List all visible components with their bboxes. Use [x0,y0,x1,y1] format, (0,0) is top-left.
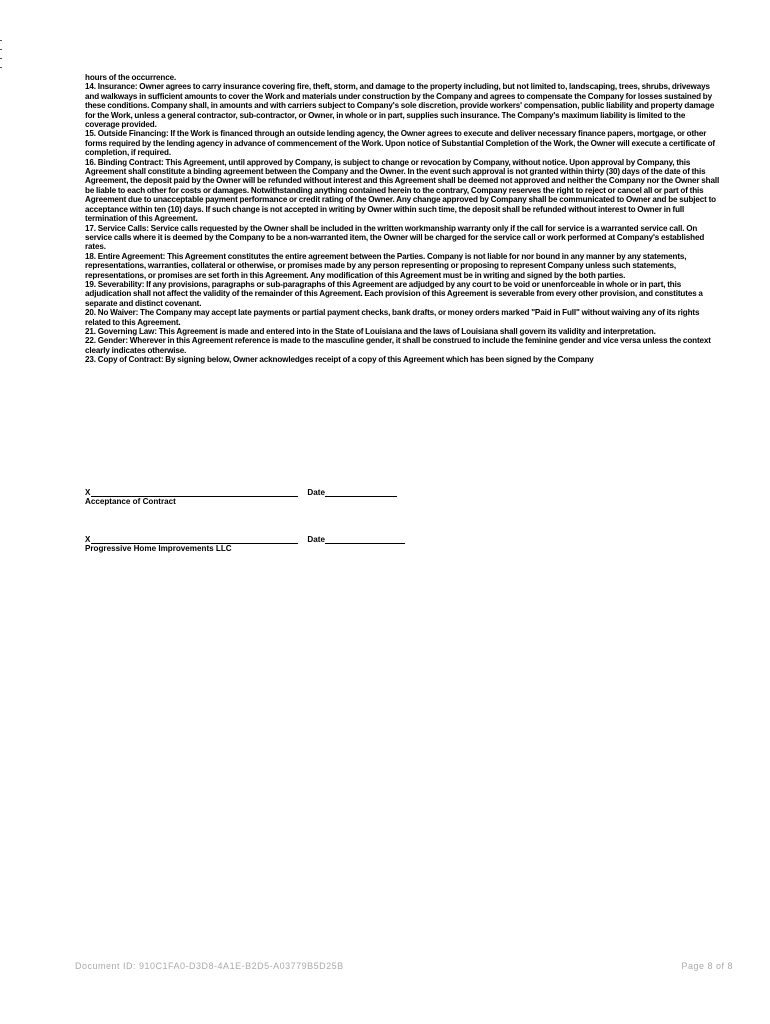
clause-15-outside-financing: 15. Outside Financing: If the Work is financed through an outside lending agency, the Owner agrees to execute and deliver necessary finance papers, mortgage, or other forms required by the lending agency in advance of commencement of the Work. Upon notice of Substantial Completion of the Work, the Owner will execute a certificate of completion, if required. [85,129,715,158]
owner-signature-block [85,488,397,506]
company-date-line[interactable] [325,542,405,544]
clause-16-binding-contract: 16. Binding Contract: This Agreement, until approved by Company, is subject to change or revocation by Company, without notice. Upon approval by Company, this Agreement shall constitute a binding agreement between the Company and the Owner. In the event such approval is not granted within thirty (30) days of the date of this Agreement, the deposit paid by the Owner will be refunded without interest and this Agreement shall be deemed not approved and neither the Company nor the Owner shall be liable to each other for costs or damages. Notwithstanding anything contained herein to the contrary, Company reserves the right to reject or cancel all or part of this Agreement due to unacceptable payment performance or credit rating of the Owner. Any change approved by Company shall be communicated to Owner and be subject to acceptance within ten (10) days. If such change is not accepted in writing by Owner within such time, the deposit shall be refunded without interest to Owner in full termination of this Agreement. [85,157,720,224]
date-label: Date [307,488,325,497]
clause-23-copy-of-contract: 23. Copy of Contract: By signing below, Owner acknowledges receipt of a copy of this Agreement which has been signed by the Company [85,355,594,365]
date-label: Date [307,535,325,544]
owner-date-line[interactable] [325,495,397,497]
document-id-footer: Document ID: 910C1FA0-D3D8-4A1E-B2D5-A03779B5D25B [75,961,344,971]
company-signature-block [85,535,405,553]
signature-x-mark: X [85,535,91,544]
clause-20-no-waiver: 20. No Waiver: The Company may accept late payments or partial payment checks, bank drafts, or money orders marked "Paid in Full" without waiving any of its rights related to this Agreement. [85,308,700,327]
clause-22-gender: 22. Gender: Wherever in this Agreement reference is made to the masculine gender, it shall be construed to include the feminine gender and vice versa unless the context clearly indicates otherwise. [85,336,711,355]
contract-clauses [85,73,721,365]
signature-x-mark: X [85,488,91,497]
clause-14-insurance: 14. Insurance: Owner agrees to carry insurance covering fire, theft, storm, and damage to the property including, but not limited to, landscaping, trees, shrubs, driveways and walkways in sufficient amounts to cover the Work and materials under construction by the Company and agrees to compensate the Company for losses sustained by these conditions. Company shall, in amounts and with carriers subject to Company's sole discretion, provide workers' compensation, public liability and property damage for the Work, unless a general contractor, sub-contractor, or Owner, in whole or in part, supplies such insurance. The Company's maximum liability is limited to the coverage provided. [85,82,715,130]
clause-19-severability: 19. Severability: If any provisions, paragraphs or sub-paragraphs of this Agreement are adjudged by any court to be void or unenforceable in whole or in part, this adjudication shall not affect the validity of the remainder of this Agreement. Each provision of this Agreement is severable from every other provision, and constitutes a separate and distinct covenant. [85,279,703,308]
signature-caption: Acceptance of Contract [85,497,176,506]
clause-18-entire-agreement: 18. Entire Agreement: This Agreement constitutes the entire agreement between the Parties. Company is not liable for nor bound in any manner by any statements, representations, warranties, collateral or otherwise, or promises made by any person representing or proposing to represent Company unless such statements, representations, or promises are set forth in this Agreement. Any modification of this Agreement must be in writing and signed by the both parties. [85,251,687,280]
clause-17-service-calls: 17. Service Calls: Service calls requested by the Owner shall be included in the written workmanship warranty only if the call for service is a warranted service call. On service calls where it is deemed by the Company to be a non-warranted item, the Owner will be charged for the service call or work performed at Company's established rates. [85,223,705,252]
clause-continuation: hours of the occurrence. [85,73,177,82]
page-number-footer: Page 8 of 8 [681,961,733,971]
scan-edge-marks [0,40,4,76]
clause-21-governing-law: 21. Governing Law: This Agreement is made and entered into in the State of Louisiana and the laws of Louisiana shall govern its validity and interpretation. [85,326,656,336]
signature-caption: Progressive Home Improvements LLC [85,544,232,553]
